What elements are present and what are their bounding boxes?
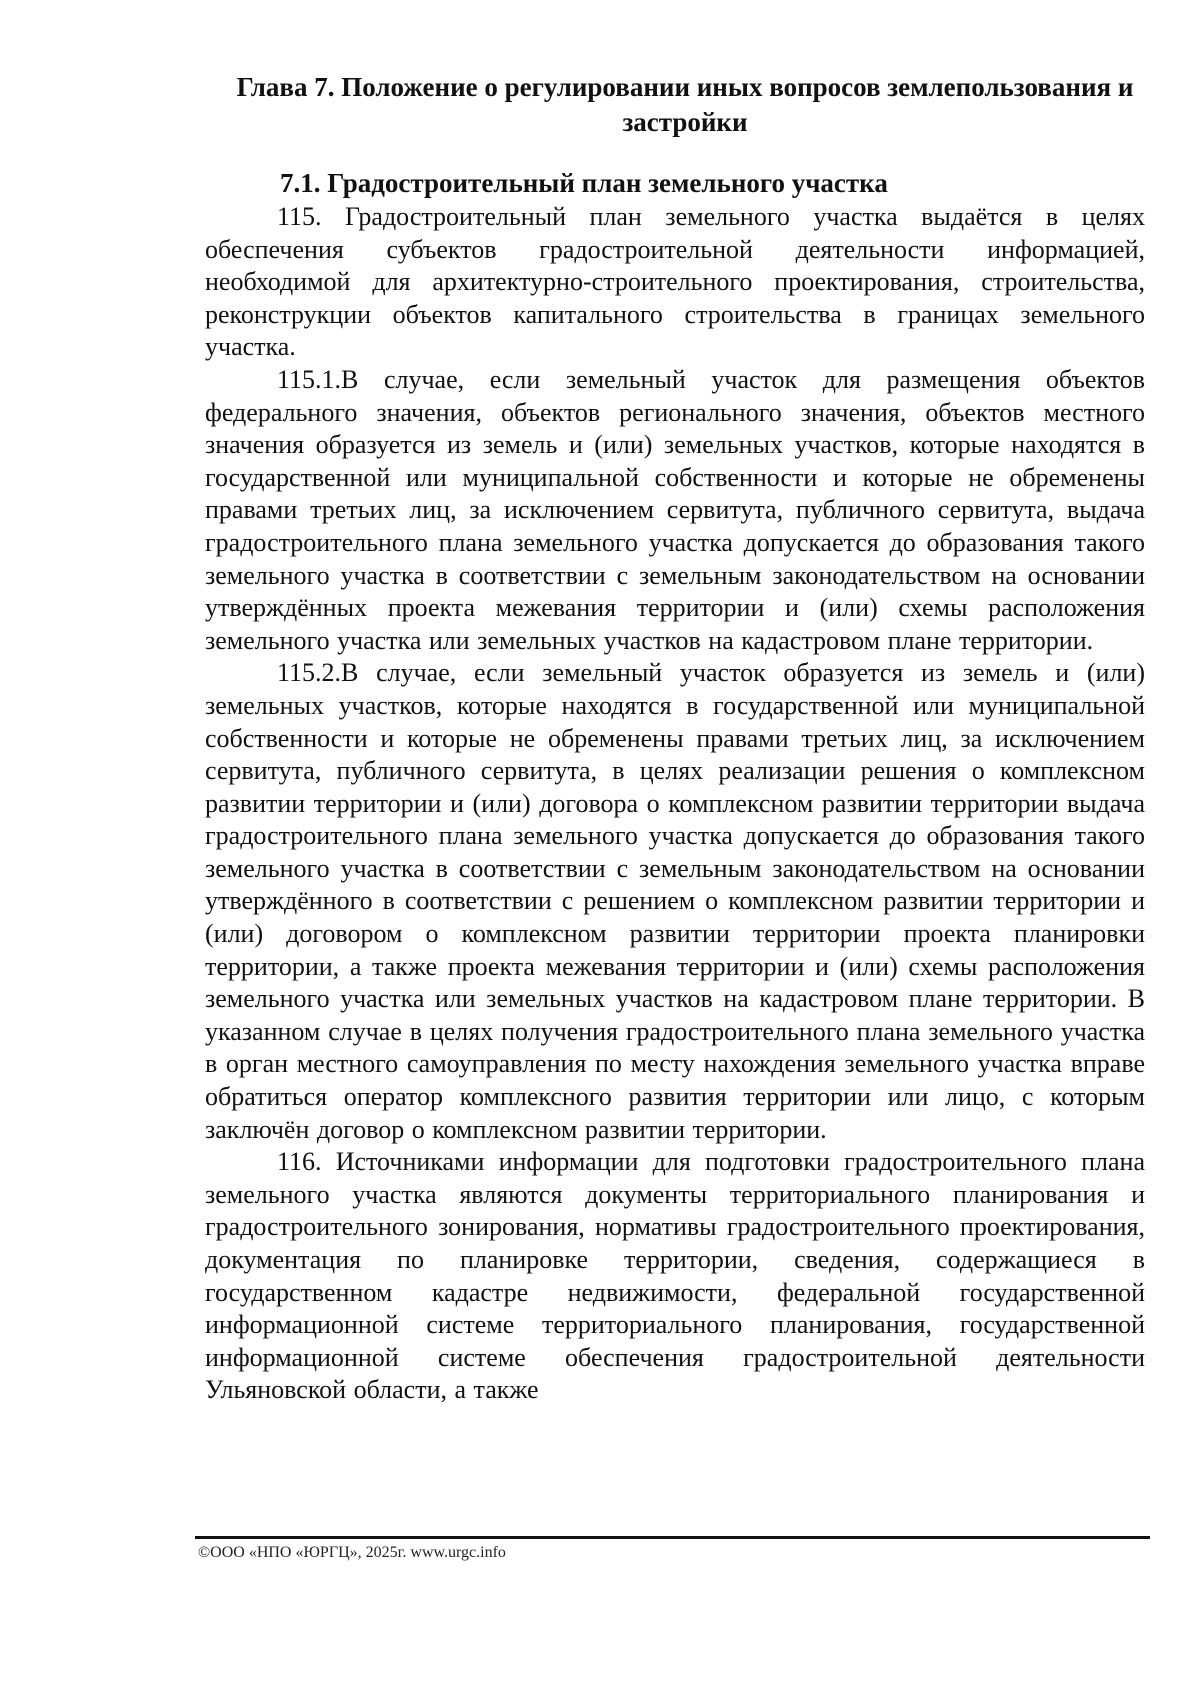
footer-copyright: ©ООО «НПО «ЮРГЦ», 2025г. www.urgc.info (198, 1544, 506, 1561)
paragraph-116: 116. Источниками информации для подготовки градостроительного плана земельного участка являются документы территориального планирования и градостроительного зонирования, нормативы градостроительного проектирования, документация по планировке территории, сведения, содержащиеся в государственном кадастре недвижимости, федеральной государственной информационной системе территориального планирования, государственной информационной системе обеспечения градостроительной деятельности Ульяновской области, а также (205, 1147, 1145, 1405)
section-title: 7.1. Градостроительный план земельного участка (280, 168, 888, 198)
paragraph-115-1: 115.1.В случае, если земельный участок для размещения объектов федерального значения, объектов регионального значения, объектов местного значения образуется из земель и (или) земельных участков, которые находятся в государственной или муниципальной собственности и которые не обременены правами третьих лиц, за исключением сервитута, публичного сервитута, выдача градостроительного плана земельного участка допускается до образования такого земельного участка в соответствии с земельным законодательством на основании утверждённых проекта межевания территории и (или) схемы расположения земельного участка или земельных участков на кадастровом плане территории. (205, 364, 1145, 655)
footer-divider (195, 1536, 1150, 1539)
chapter-title: Глава 7. Положение о регулировании иных вопросов землепользования и застройки (236, 72, 1134, 137)
paragraph-115-2: 115.2.В случае, если земельный участок образуется из земель и (или) земельных участков, которые находятся в государственной или муниципальной собственности и которые не обременены правами третьих лиц, за исключением сервитута, публичного сервитута, в целях реализации решения о комплексном развитии территории и (или) договора о комплексном развитии территории выдача градостроительного плана земельного участка допускается до образования такого земельного участка в соответствии с земельным законодательством на основании утверждённого в соответствии с решением о комплексном развитии территории и (или) договором о комплексном развитии территории проекта планировки территории, а также проекта межевания территории и (или) схемы расположения земельного участка или земельных участков на кадастровом плане территории. В указанном случае в целях получения градостроительного плана земельного участка в орган местного самоуправления по месту нахождения земельного участка вправе обратиться оператор комплексного развития территории или лицо, с которым заключён договор о комплексном развитии территории. (205, 658, 1145, 1144)
paragraph-115: 115. Градостроительный план земельного участка выдаётся в целях обеспечения субъектов градостроительной деятельности информацией, необходимой для архитектурно-строительного проектирования, строительства, реконструкции объектов капитального строительства в границах земельного участка. (205, 202, 1145, 362)
document-body (205, 70, 1145, 1407)
